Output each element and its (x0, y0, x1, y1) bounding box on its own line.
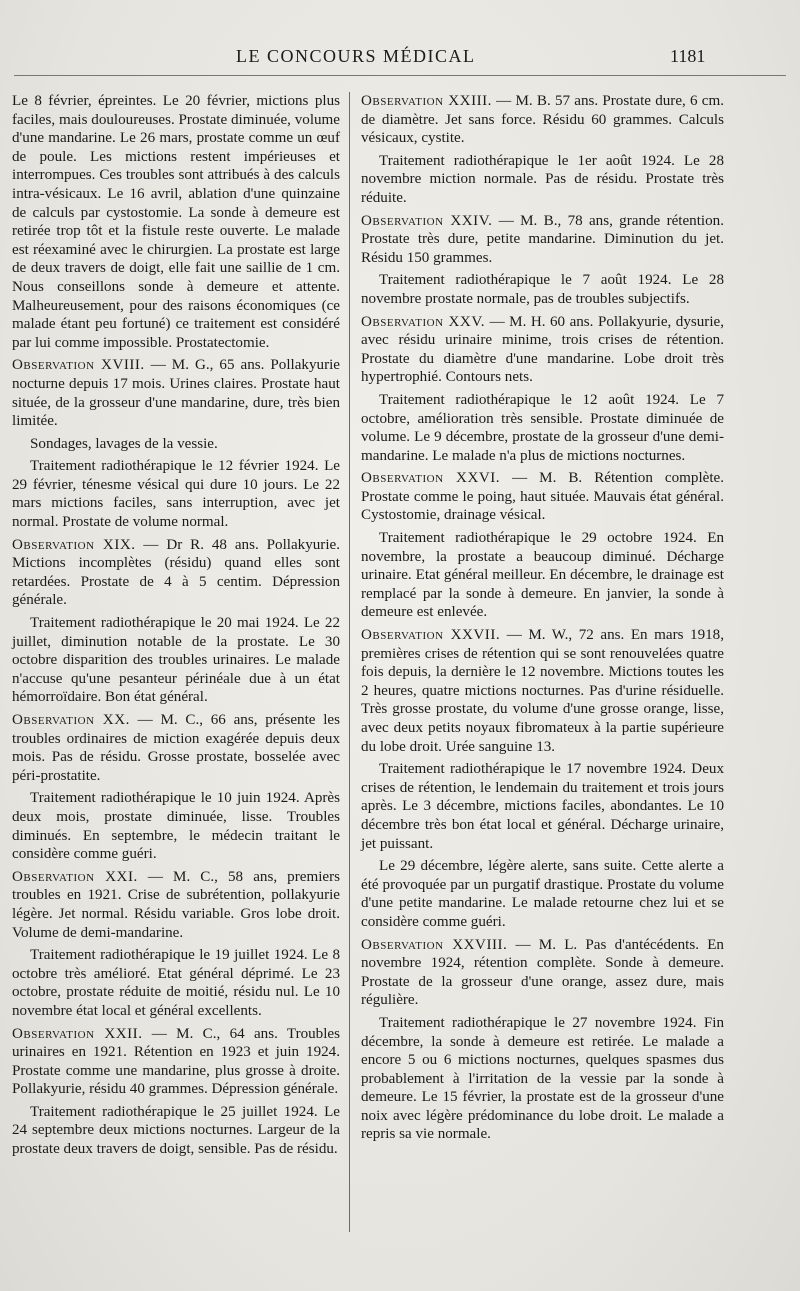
header-rule (14, 75, 786, 76)
paragraph-text: Traitement radiothérapique le 20 mai 1924. Le 22 juillet, diminution notable de la prostate. Le 30 octobre disparition des troubles urinaires. Le malade n'accuse qu'une pesanteur périnéale due à un état hémorroïdaire. Bon état général. (12, 615, 340, 706)
observation-paragraph (12, 868, 340, 942)
paragraph-text: — M. C., 58 ans, premiers troubles en 1921. Crise de subrétention, pollakyurie légère. Jet normal. Résidu variable. Gros lobe droit. Volume de demi-mandarine. (12, 868, 340, 941)
paragraph (361, 391, 724, 465)
paragraph-text: Traitement radiothérapique le 12 août 1924. Le 7 octobre, amélioration très sensible. Prostate diminuée de volume. Le 9 décembre, prostate de la grosseur d'une demi-mandarine. Le malade n'a plus de mictions nocturnes. (361, 391, 724, 464)
paragraph (361, 1014, 724, 1144)
paragraph-text: Sondages, lavages de la vessie. (30, 435, 218, 452)
paragraph-text: Traitement radiothérapique le 7 août 1924. Le 28 novembre prostate normale, pas de troubles subjectifs. (361, 272, 724, 307)
paragraph (12, 435, 340, 454)
paragraph-text: Le 8 février, épreintes. Le 20 février, mictions plus faciles, mais douloureuses. Prostate diminuée, volume d'une mandarine. Le 26 mars, prostate comme un œuf de poule. Les mictions restent impérieuses et interrompues. Ces troubles sont attribués à des calculs intra-vésicaux. Le 16 avril, ablation d'une quinzaine de calculs par cystostomie. La sonde à demeure est retirée trop tôt et la fistule reste ouverte. Le malade est réexaminé avec le chirurgien. La prostate est large de deux travers de doigt, elle fait une saillie de 1 cm. Nous conseillons sonde à demeure et attente. Malheureusement, pour des raisons économiques (ce malade étant peu fortuné) ce traitement est considéré par lui comme impossible. Prostatectomie. (12, 93, 340, 351)
observation-paragraph (361, 936, 724, 1010)
paragraph-text: — M. B., 78 ans, grande rétention. Prostate très dure, petite mandarine. Diminution du jet. Résidu 150 grammes. (361, 212, 724, 266)
paragraph-text: Traitement radiothérapique le 25 juillet 1924. Le 24 septembre deux mictions nocturnes. Largeur de la prostate deux travers de doigt, sensible. Pas de résidu. (12, 1103, 340, 1158)
observation-heading: Observation XX. (12, 712, 130, 728)
paragraph (12, 92, 340, 352)
observation-paragraph (361, 313, 724, 387)
observation-heading: Observation XXIII. (361, 93, 492, 109)
paragraph-text: — M. C., 64 ans. Troubles urinaires en 1921. Rétention en 1923 et juin 1924. Prostate comme une mandarine, plus grosse à droite. Pollakyurie, résidu 40 grammes. Dépression générale. (12, 1025, 340, 1098)
observation-heading: Observation XXVI. (361, 470, 501, 487)
observation-heading: Observation XXV. (361, 313, 486, 330)
journal-title: LE CONCOURS MÉDICAL (236, 46, 476, 66)
paragraph (361, 529, 724, 622)
paragraph (12, 457, 340, 531)
paragraph-text: — M. W., 72 ans. En mars 1918, premières crises de rétention qui se sont renouvelées quatre fois depuis, la dernière le 12 novembre. Mictions toutes les 2 heures, quatre mictions nocturnes. Pas d'urine résiduelle. Très grosse prostate, du volume d'une grosse orange, lisse, avec deux petits noyaux fibromateux à la partie supérieure du lobe droit. Urée sanguine 13. (361, 627, 724, 755)
paragraph-text: Traitement radiothérapique le 10 juin 1924. Après deux mois, prostate diminuée, lisse. Troubles diminués. En septembre, le médecin traitant le considère comme guéri. (12, 790, 340, 863)
paragraph-text: — M. G., 65 ans. Pollakyurie nocturne depuis 17 mois. Urines claires. Prostate haut située, de la grosseur d'une mandarine, dure, très bien limitée. (12, 357, 340, 430)
paragraph-text: Traitement radiothérapique le 19 juillet 1924. Le 8 octobre très amélioré. Etat général déprimé. Le 23 octobre, prostate réduite de moitié, résidu nul. Le 10 novembre état local et général excellents. (12, 947, 340, 1019)
observation-paragraph (12, 356, 340, 430)
paragraph (12, 946, 340, 1020)
observation-paragraph (361, 626, 724, 756)
paragraph-text: Traitement radiothérapique le 12 février 1924. Le 29 février, ténesme vésical qui dure 10 jours. Le 22 mars mictions faciles, sans interruption, avec jet normal. Prostate de volume normal. (12, 458, 340, 531)
observation-heading: Observation XVIII. (12, 357, 145, 374)
observation-heading: Observation XXVIII. (361, 936, 508, 953)
paragraph (12, 614, 340, 707)
paragraph-text: — M. H. 60 ans. Pollakyurie, dysurie, avec résidu urinaire minime, trois crises de rétention. Prostate du diamètre d'une mandarine. Lobe droit très hypertrophié. Contours nets. (361, 313, 724, 386)
paragraph (361, 271, 724, 308)
paragraph (361, 760, 724, 853)
paragraph (12, 789, 340, 863)
paragraph-text: — Dr R. 48 ans. Pollakyurie. Mictions incomplètes (résidu) quand elles sont retardées. Prostate de 4 à 5 centim. Dépression générale. (12, 536, 340, 609)
page-number: 1181 (670, 46, 706, 66)
observation-paragraph (361, 469, 724, 525)
observation-heading: Observation XXII. (12, 1025, 143, 1042)
column-divider (349, 92, 350, 1232)
observation-paragraph (12, 711, 340, 785)
paragraph-text: Traitement radiothérapique le 27 novembre 1924. Fin décembre, la sonde à demeure est retirée. Le malade a encore 5 ou 6 mictions nocturnes, quelques spasmes dus probablement à l'irritation de la vessie par la sonde à demeure. Le 15 février, la prostate est de la grosseur d'une noix avec légère prédominance du lobe droit. Le malade a repris sa vie normale. (361, 1014, 724, 1143)
page-header (0, 46, 800, 76)
paragraph-text: — M. B. 57 ans. Prostate dure, 6 cm. de diamètre. Jet sans force. Résidu 60 grammes. Calculs vésicaux, cystite. (361, 93, 725, 147)
observation-heading: Observation XXI. (12, 868, 138, 885)
paragraph (12, 1103, 340, 1159)
paragraph (361, 857, 724, 931)
observation-heading: Observation XIX. (12, 536, 136, 553)
observation-heading: Observation XXIV. (361, 212, 493, 229)
observation-paragraph (361, 92, 724, 148)
paragraph-text: Traitement radiothérapique le 29 octobre 1924. En novembre, la prostate a beaucoup diminué. Décharge urinaire. Etat général meilleur. En décembre, le drainage est remplacé par la sonde à demeure. En janvier, la sonde à demeure est enlevée. (361, 530, 724, 621)
paragraph-text: Traitement radiothérapique le 1er août 1924. Le 28 novembre miction normale. Pas de résidu. Prostate très réduite. (361, 152, 724, 206)
observation-paragraph (361, 212, 724, 268)
paragraph (361, 152, 724, 208)
paragraph-text: — M. L. Pas d'antécédents. En novembre 1924, rétention complète. Sonde à demeure. Prostate de la grosseur d'une orange, assez dure, mais régulière. (361, 936, 724, 1009)
observation-heading: Observation XXVII. (361, 627, 501, 644)
paragraph-text: — M. C., 66 ans, présente les troubles ordinaires de miction exagérée depuis deux mois. Pas de résidu. Grosse prostate, bosselée avec péri-prostatite. (12, 712, 340, 784)
left-column (12, 92, 340, 1163)
paragraph-text: — M. B. Rétention complète. Prostate comme le poing, haut située. Mauvais état général. Cystostomie, drainage vésical. (361, 470, 724, 524)
paragraph-text: Le 29 décembre, légère alerte, sans suite. Cette alerte a été provoquée par un purgatif drastique. Prostate du volume d'une petite mandarine. Le malade retourne chez lui et se considère comme guéri. (361, 858, 724, 930)
observation-paragraph (12, 536, 340, 610)
right-column (361, 92, 724, 1148)
observation-paragraph (12, 1025, 340, 1099)
paragraph-text: Traitement radiothérapique le 17 novembre 1924. Deux crises de rétention, le lendemain du traitement et trois jours après. Le 3 décembre, mictions faciles, abondantes. Le 10 décembre très bon état local et général. Décharge urinaire, jet puissant. (361, 761, 724, 852)
